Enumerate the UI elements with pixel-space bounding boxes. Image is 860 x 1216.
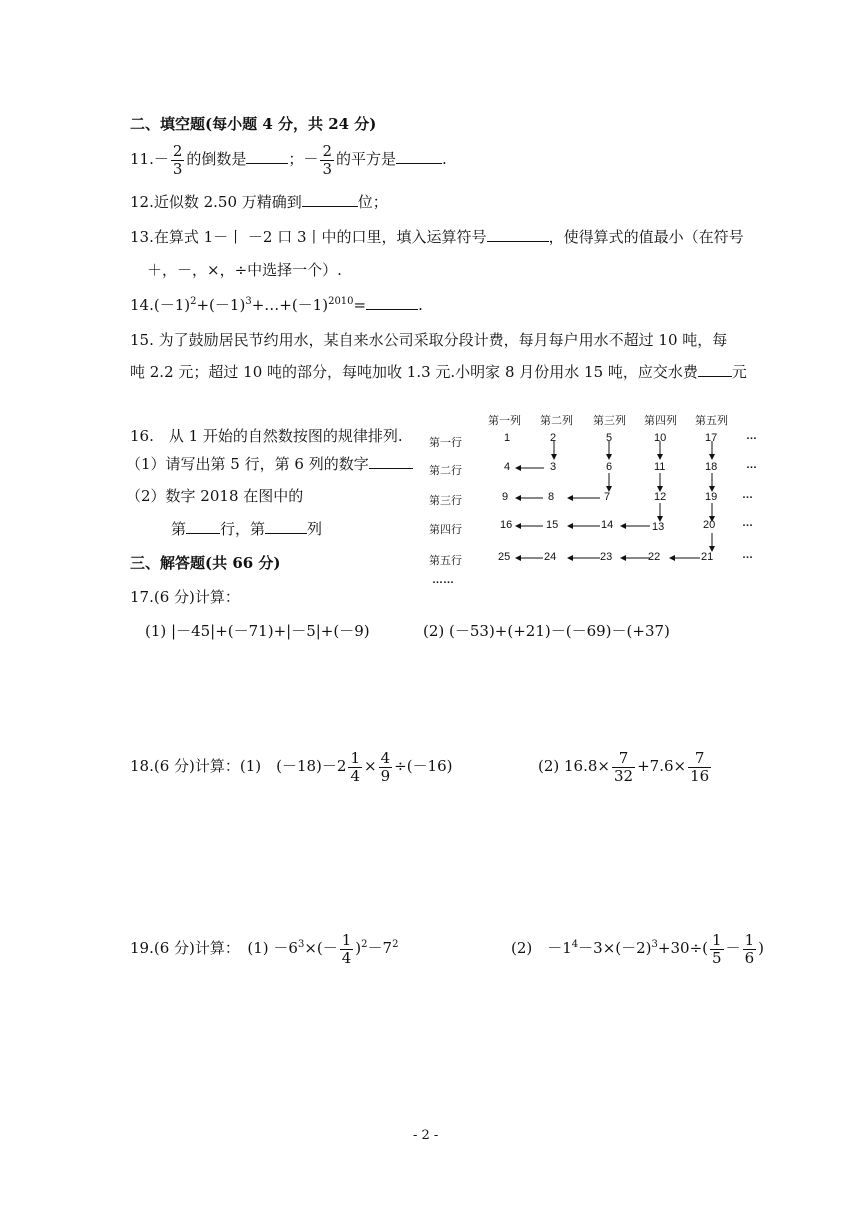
column-header: 第二列 [540,415,573,427]
grid-number: 19 [705,491,718,503]
answer-blank[interactable] [246,149,288,164]
grid-number: 14 [601,519,614,531]
question-17-part2: (2) (－53)+(+21)－(－69)－(+37) [423,622,670,640]
fraction: $\frac{4}{9}$ [380,749,391,785]
answer-blank[interactable] [366,295,418,310]
grid-number: 7 [604,491,611,503]
grid-number: 13 [652,521,665,533]
row-ellipsis: … [742,489,753,501]
fraction: $\frac{1}{5}$ [712,931,722,967]
question-16-line1: 16. 从 1 开始的自然数按图的规律排列. [130,427,403,445]
fraction: $\frac{1}{4}$ [341,931,352,967]
grid-number: 25 [498,551,511,563]
fraction: $\frac{7}{32}$ [613,749,634,785]
column-header: 第一列 [488,415,521,427]
grid-number: 20 [703,519,716,531]
row-ellipsis: … [746,430,757,442]
row-ellipsis: … [746,459,757,471]
question-17-title: 17.(6 分)计算： [130,588,240,606]
question-14: $14.(-1)^2+(-1)^3+\dots+(-1)^{2010}=$ . [130,296,423,314]
answer-blank[interactable] [302,192,358,207]
row-label: 第五行 [429,555,462,567]
grid-number: 16 [500,519,513,531]
column-header: 第三列 [593,415,626,427]
section-heading-fill-in: 二、填空题(每小题 4 分，共 24 分) [130,115,377,133]
answer-blank[interactable] [265,519,307,534]
question-16-sub2-answer: 第 行，第 列 [171,520,323,538]
grid-number: 9 [502,491,509,503]
question-18-part1: 18.(6 分)计算：(1) (－18)－2 $\frac{1}{4}$ × $\frac{4}{9}$ ÷(－16) [130,749,453,785]
question-16-sub1: （1）请写出第 5 行，第 6 列的数字 [126,453,413,474]
question-19-part1: 19.(6 分)计算： $(1) -6^3\times(-$ $\frac{1}{4}$ )$^2-7^2$ [130,931,399,967]
grid-number: 23 [600,551,613,563]
answer-blank[interactable] [698,362,732,377]
question-15-line2: 吨 2.2 元；超过 10 吨的部分，每吨加收 1.3 元.小明家 8 月份用水 15 吨，应交水费 元 [130,363,747,381]
row-label: 第三行 [429,495,462,507]
grid-number: 3 [550,461,557,473]
row-ellipsis: … [742,517,753,529]
grid-number: 21 [701,551,714,563]
grid-number: 12 [654,491,667,503]
page-number: - 2 - [413,1128,439,1143]
grid-number: 11 [654,461,666,473]
grid-number: 6 [606,461,613,473]
grid-number: 17 [705,432,718,444]
grid-number: 8 [548,491,555,503]
question-18-part2: (2) 16.8× $\frac{7}{32}$ +7.6× $\frac{7}{16}$ [538,749,710,785]
question-12: 12.近似数 2.50 万精确到 位； [130,193,388,211]
answer-blank[interactable] [369,454,413,469]
grid-number: 15 [546,519,559,531]
arrows-layer [420,403,770,593]
answer-blank[interactable] [396,149,442,164]
more-rows-ellipsis: …… [432,574,454,586]
grid-number: 10 [654,432,667,444]
question-15-line1: 15. 为了鼓励居民节约用水，某自来水公司采取分段计费，每月每户用水不超过 10 吨，每 [130,331,728,349]
grid-number: 18 [705,461,718,473]
question-13-line2: ＋，－，×，÷中选择一个）. [147,261,342,279]
column-header: 第五列 [695,415,728,427]
question-11: 11.－ $\frac{2}{3}$ 的倒数是 ；－ $\frac{2}{3}$ 的平方是 . [130,142,447,178]
question-17-part1: (1) |－45|+(－71)+|－5|+(－9) [145,622,370,640]
answer-blank[interactable] [487,227,549,242]
grid-number: 4 [504,461,511,473]
fraction: $\frac{1}{4}$ [350,749,361,785]
grid-number: 1 [504,432,511,444]
row-ellipsis: … [742,549,753,561]
row-label: 第一行 [429,437,462,449]
grid-number: 2 [550,432,557,444]
question-13-line1: 13.在算式 1－丨 －2 口 3丨中的口里，填入运算符号 ，使得算式的值最小（在符号 [130,228,744,246]
section-heading-solutions: 三、解答题(共 66 分) [130,554,281,572]
fraction: $\frac{7}{16}$ [690,749,710,785]
grid-number: 5 [606,432,613,444]
row-label: 第四行 [429,524,462,536]
grid-number: 22 [648,551,661,563]
answer-blank[interactable] [186,519,220,534]
question-16-sub2: （2）数字 2018 在图中的 [126,487,304,505]
number-arrangement-diagram [420,403,770,593]
fraction: $\frac{1}{6}$ [744,931,755,967]
column-header: 第四列 [644,415,677,427]
question-19-part2: (2) $-1^4-3\times(-2)^3+30\div$( $\frac{1}{5}$ － $\frac{1}{6}$ ) [511,931,764,967]
grid-number: 24 [544,551,557,563]
row-label: 第二行 [429,465,462,477]
fraction: $\frac{2}{3}$ [172,142,183,178]
fraction: $\frac{2}{3}$ [322,142,332,178]
